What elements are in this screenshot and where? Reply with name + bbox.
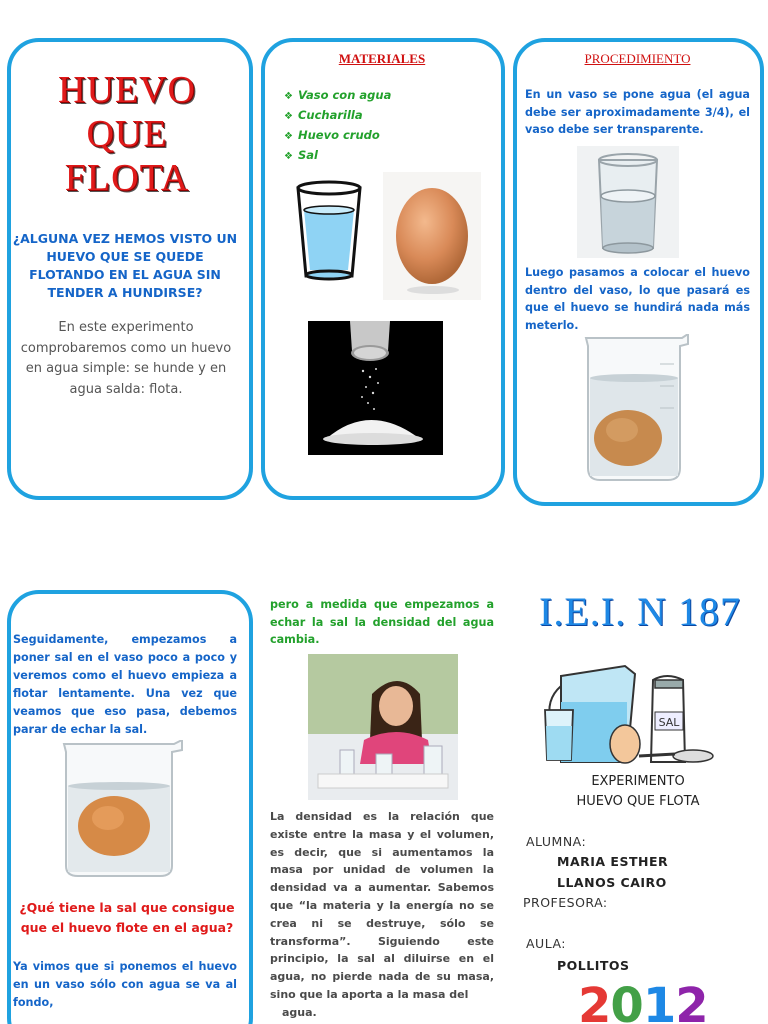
title-line: FLOTA	[64, 157, 190, 199]
year-digit: 2	[675, 978, 708, 1024]
density-explanation-end: agua.	[282, 1006, 317, 1019]
sunken-egg-beaker-image	[576, 334, 698, 484]
year-text	[578, 978, 708, 1024]
jug-egg-salt-illustration	[543, 660, 723, 772]
materials-list	[284, 86, 391, 166]
floating-egg-beaker-image	[56, 740, 190, 880]
year-digit: 1	[642, 978, 676, 1024]
continuation-text-2: Ya vimos que si ponemos el huevo en un vaso sólo con agua se va al fondo,	[13, 960, 237, 1009]
title-line: QUE	[86, 113, 168, 155]
intro-text: En este experimento comprobaremos como un huevo en agua simple: se hunde y en agua salda: flota.	[20, 320, 232, 397]
room-value: POLLITOS	[557, 958, 630, 973]
water-glass-image	[290, 178, 368, 282]
year-digit: 0	[610, 978, 643, 1024]
cover-title-line: EXPERIMENTO	[591, 774, 685, 789]
student-name-line2: LLANOS CAIRO	[557, 875, 667, 890]
list-item: ❖ Huevo crudo	[284, 128, 380, 142]
water-glass-photo	[577, 146, 679, 258]
diamond-bullet-icon: ❖	[284, 151, 293, 162]
density-intro: pero a medida que empezamos a echar la sal la densidad del agua cambia.	[270, 598, 494, 646]
main-title	[22, 68, 232, 200]
cover-title-line: HUEVO QUE FLOTA	[576, 794, 700, 809]
child-experiment-photo	[308, 654, 458, 800]
procedure-heading: PROCEDIMIENTO	[584, 51, 691, 66]
intro-question: ¿ALGUNA VEZ HEMOS VISTO UN HUEVO QUE SE QUEDE FLOTANDO EN EL AGUA SIN TENDER A HUNDIRSE?	[12, 231, 238, 300]
student-label: ALUMNA:	[526, 834, 587, 849]
materials-heading: MATERIALES	[338, 51, 426, 66]
salt-label: SAL	[658, 716, 680, 729]
list-item: ❖ Vaso con agua	[284, 88, 392, 102]
school-name: I.E.I. N 187	[539, 589, 741, 634]
diamond-bullet-icon: ❖	[284, 111, 293, 122]
salt-shaker-photo	[308, 321, 443, 455]
list-item: ❖ Cucharilla	[284, 108, 363, 122]
teacher-label: PROFESORA:	[523, 895, 608, 910]
procedure-step-1: En un vaso se pone agua (el agua debe ser aproximadamente 3/4), el vaso debe ser transparente.	[525, 88, 750, 136]
egg-photo	[383, 172, 481, 300]
year-digit: 2	[578, 978, 611, 1024]
title-line: HUEVO	[58, 69, 196, 111]
continuation-text: Seguidamente, empezamos a poner sal en el vaso poco a poco y veremos como el huevo empieza a flotar lentamente. Una vez que veamos que eso pasa, debemos parar de echar la sal.	[13, 633, 237, 736]
diamond-bullet-icon: ❖	[284, 131, 293, 142]
room-label: AULA:	[526, 936, 566, 951]
salt-question: ¿Qué tiene la sal que consigue que el huevo flote en el agua?	[19, 900, 235, 935]
diamond-bullet-icon: ❖	[284, 91, 293, 102]
procedure-step-2: Luego pasamos a colocar el huevo dentro del vaso, lo que pasará es que el huevo se hundirá nada más meterlo.	[525, 266, 750, 332]
student-name-line1: MARIA ESTHER	[557, 854, 669, 869]
cover-title	[520, 772, 756, 812]
list-item: ❖ Sal	[284, 148, 318, 162]
density-explanation: La densidad es la relación que existe entre la masa y el volumen, es decir, que si aumentamos la masa por unidad de volumen la densidad va a aumentar. Sabemos que “la materia y la energía no se crea ni se destruye, sólo se transforma”. Siguiendo este principio, la sal al diluirse en el agua, no pierde nada de su masa, sino que la aporta a la masa del	[270, 810, 494, 1001]
